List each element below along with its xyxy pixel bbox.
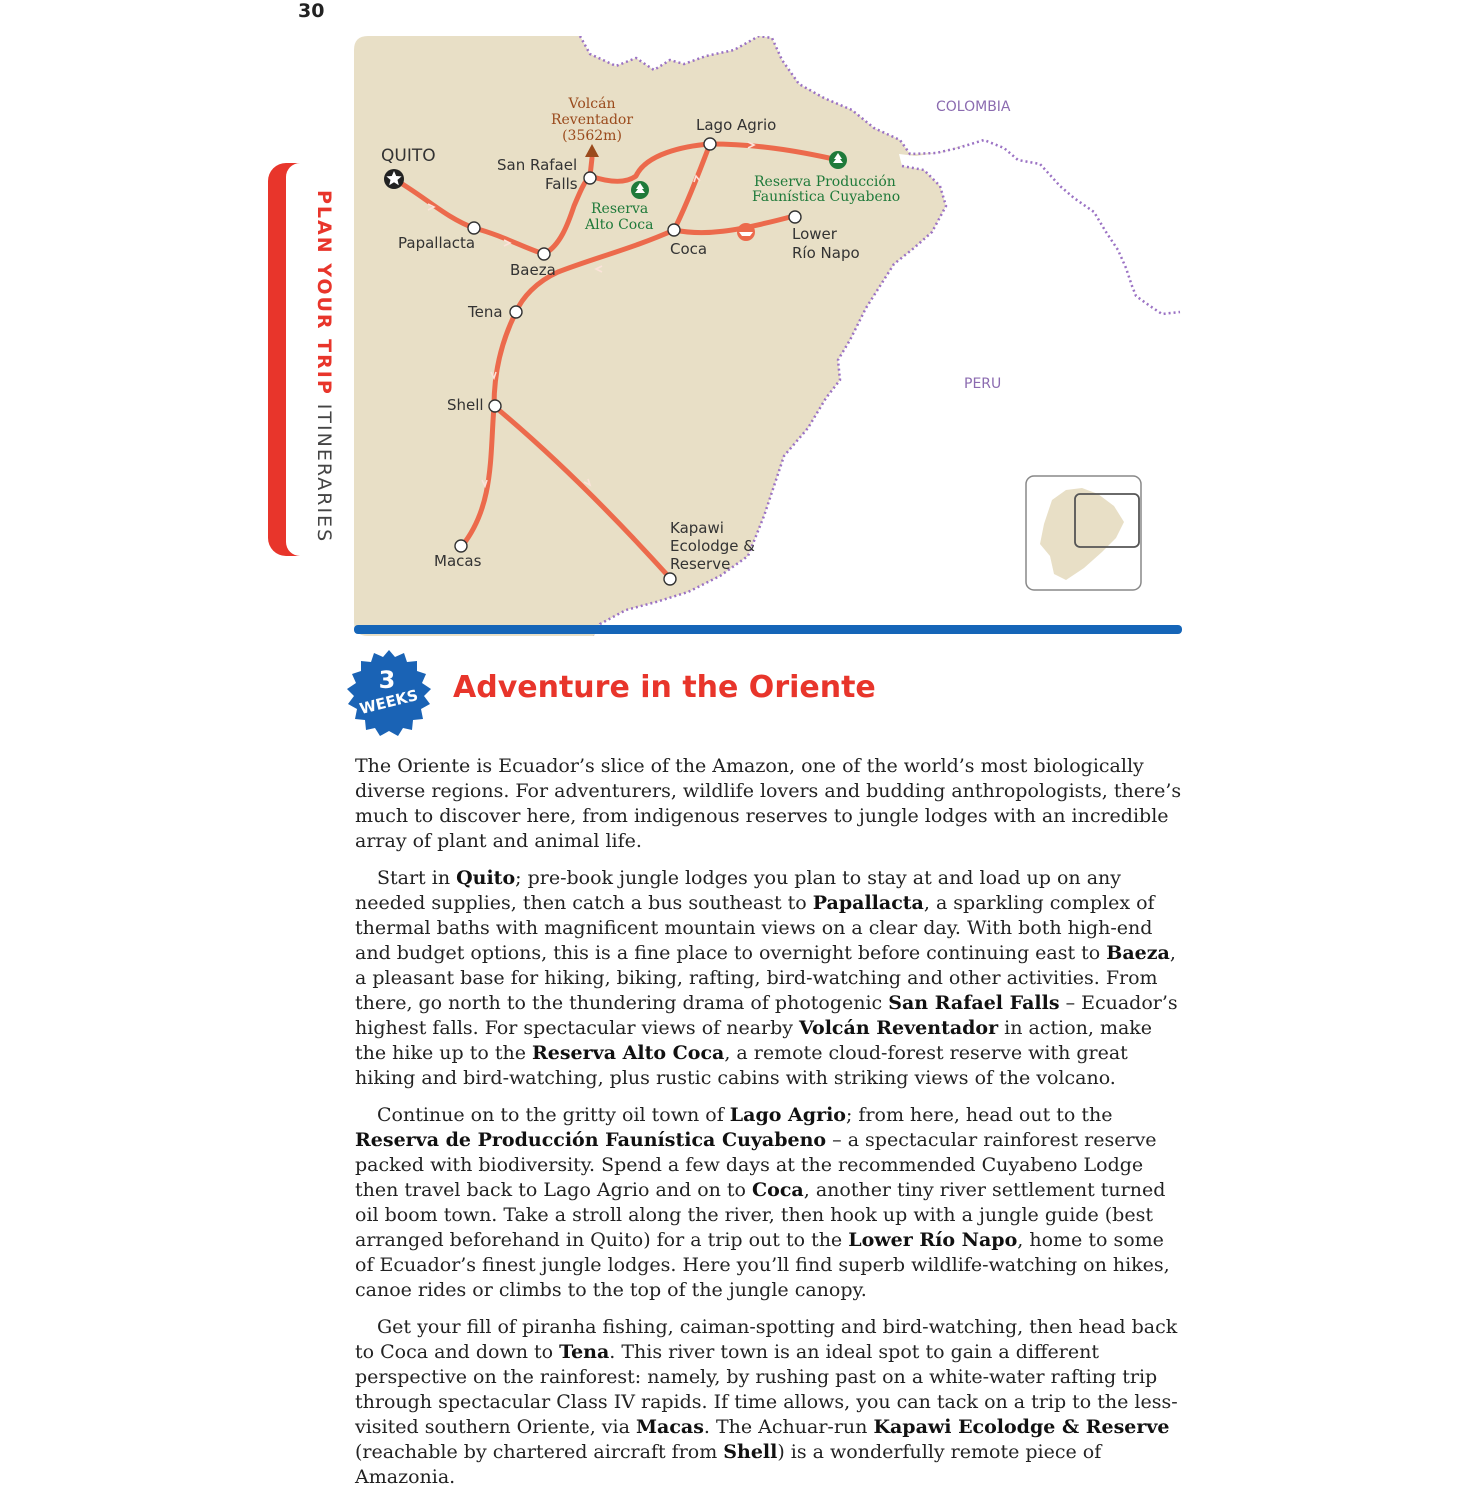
place-name: Baeza [1106,942,1170,964]
town-marker [584,172,596,184]
label-lower: Lower [792,225,837,243]
place-name: San Rafael Falls [888,992,1060,1014]
label-macas: Macas [434,552,482,570]
label-reserva-produccion: Reserva Producción [754,174,896,190]
place-name: Quito [456,867,516,889]
place-name: Reserva Alto Coca [531,1042,725,1064]
itinerary-map [354,36,1182,636]
label-peru: PERU [964,376,1002,392]
text-run: , home to some of Ecuador’s finest jungle lodges. Here you’ll find superb wildlife-watching on hikes, canoe rides or climbs to the top of the jungle canopy. [355,1229,1170,1301]
place-name: Tena [559,1341,610,1363]
text-run: . The Achuar-run [703,1416,874,1438]
text-run: , a pleasant base for hiking, biking, rafting, bird-watching and other activities. From there, go north to the thundering drama of photogenic [355,942,1176,1014]
label-papallacta: Papallacta [398,234,476,252]
boat-icon [737,223,755,241]
label-falls: Falls [545,175,578,193]
label-quito: QUITO [381,146,436,166]
label-faunistica-cuyabeno: Faunística Cuyabeno [752,189,901,205]
paragraph [355,866,1185,1091]
text-run: , a sparkling complex of thermal baths with magnificent mountain views on a clear day. With both high-end and budget options, this is a fine place to overnight before continuing east to [355,892,1155,964]
text-run: Start in [377,867,457,889]
text-run: ; from here, head out to the [845,1104,1113,1126]
section-title: PLAN YOUR TRIP [313,190,335,396]
town-marker [455,540,467,552]
text-run: – Ecuador’s highest falls. For spectacular views of nearby [355,992,1178,1039]
place-name: Lower Río Napo [848,1229,1018,1251]
subsection-title: ITINERARIES [313,403,335,544]
label-lago-agrio: Lago Agrio [696,116,777,134]
paragraph [355,754,1185,854]
label-tena: Tena [468,303,503,321]
town-marker [510,306,522,318]
text-run: Get your fill of piranha fishing, caiman-spotting and bird-watching, then head back to Coca and down to [355,1316,1178,1363]
label-reserva: Reserva [591,201,649,217]
label-volcan: Volcán [568,96,616,112]
town-marker [489,400,501,412]
capital-star-icon [384,169,404,189]
label-san-rafael: San Rafael [497,156,578,174]
label-colombia: COLOMBIA [936,99,1011,115]
paragraph [355,1315,1185,1490]
land-region [354,36,966,636]
text-run: Continue on to the gritty oil town of [377,1104,730,1126]
label-coca: Coca [670,240,708,258]
text-run: ; pre-book jungle lodges you plan to stay at and load up on any needed supplies, then catch a bus southeast to [355,867,1122,914]
place-name: Kapawi Ecolodge & Reserve [873,1416,1170,1438]
badge-number: 3 [378,666,396,694]
town-marker [704,138,716,150]
town-marker [664,573,676,585]
section-tab [268,163,300,556]
label-ecolodge: Ecolodge & [670,537,755,555]
paragraph [355,1103,1185,1303]
badge-unit: WEEKS [357,686,420,718]
label-kapawi: Kapawi [670,519,724,537]
text-run: , a remote cloud-forest reserve with great hiking and bird-watching, plus rustic cabins with striking views of the volcano. [355,1042,1128,1089]
label-reventador: Reventador [550,112,634,128]
text-run: – a spectacular rainforest reserve packed with biodiversity. Spend a few days at the recommended Cuyabeno Lodge then travel back to Lago Agrio and on to [355,1129,1157,1201]
text-run: . This river town is an ideal spot to gain a different perspective on the rainforest: namely, by rushing past on a white-water rafting trip through spectacular Class IV rapids. If time allows, you can tack on a trip to the less-visited southern Oriente, via [355,1341,1178,1438]
place-name: Reserva de Producción Faunística Cuyabeno [355,1129,827,1151]
itinerary-heading: Adventure in the Oriente [453,670,876,705]
label-rio-napo: Río Napo [792,244,860,262]
text-run: , another tiny river settlement turned oil boom town. Take a stroll along the river, then hook up with a jungle guide (best arranged beforehand in Quito) for a trip out to the [355,1179,1166,1251]
place-name: Lago Agrio [729,1104,846,1126]
map-bottom-bar [354,625,1182,634]
text-run: in action, make the hike up to the [355,1017,1153,1064]
itinerary-body [355,754,1185,1502]
label-elevation: (3562m) [562,128,622,144]
place-name: Shell [723,1441,778,1463]
town-marker [668,224,680,236]
place-name: Papallacta [812,892,924,914]
label-baeza: Baeza [510,261,556,279]
label-shell: Shell [447,396,484,414]
town-marker [789,211,801,223]
label-reserve: Reserve [670,555,731,573]
place-name: Macas [635,1416,704,1438]
label-alto-coca: Alto Coca [585,217,654,233]
locator-inset [1026,476,1141,590]
text-run: The Oriente is Ecuador’s slice of the Amazon, one of the world’s most biologically diverse regions. For adventurers, wildlife lovers and budding anthropologists, there’s much to discover here, from indigenous reserves to jungle lodges with an incredible array of plant and animal life. [355,755,1182,852]
town-marker [538,248,550,260]
text-run: ) is a wonderfully remote piece of Amazonia. [355,1441,1102,1488]
tree-icon [631,181,649,199]
place-name: Volcán Reventador [799,1017,999,1039]
place-name: Coca [752,1179,804,1201]
section-label [309,190,335,544]
page-number: 30 [298,0,325,22]
town-marker [468,222,480,234]
map-svg [354,36,1182,636]
text-run: (reachable by chartered aircraft from [355,1441,724,1463]
duration-badge [343,648,435,740]
tree-icon [829,151,847,169]
